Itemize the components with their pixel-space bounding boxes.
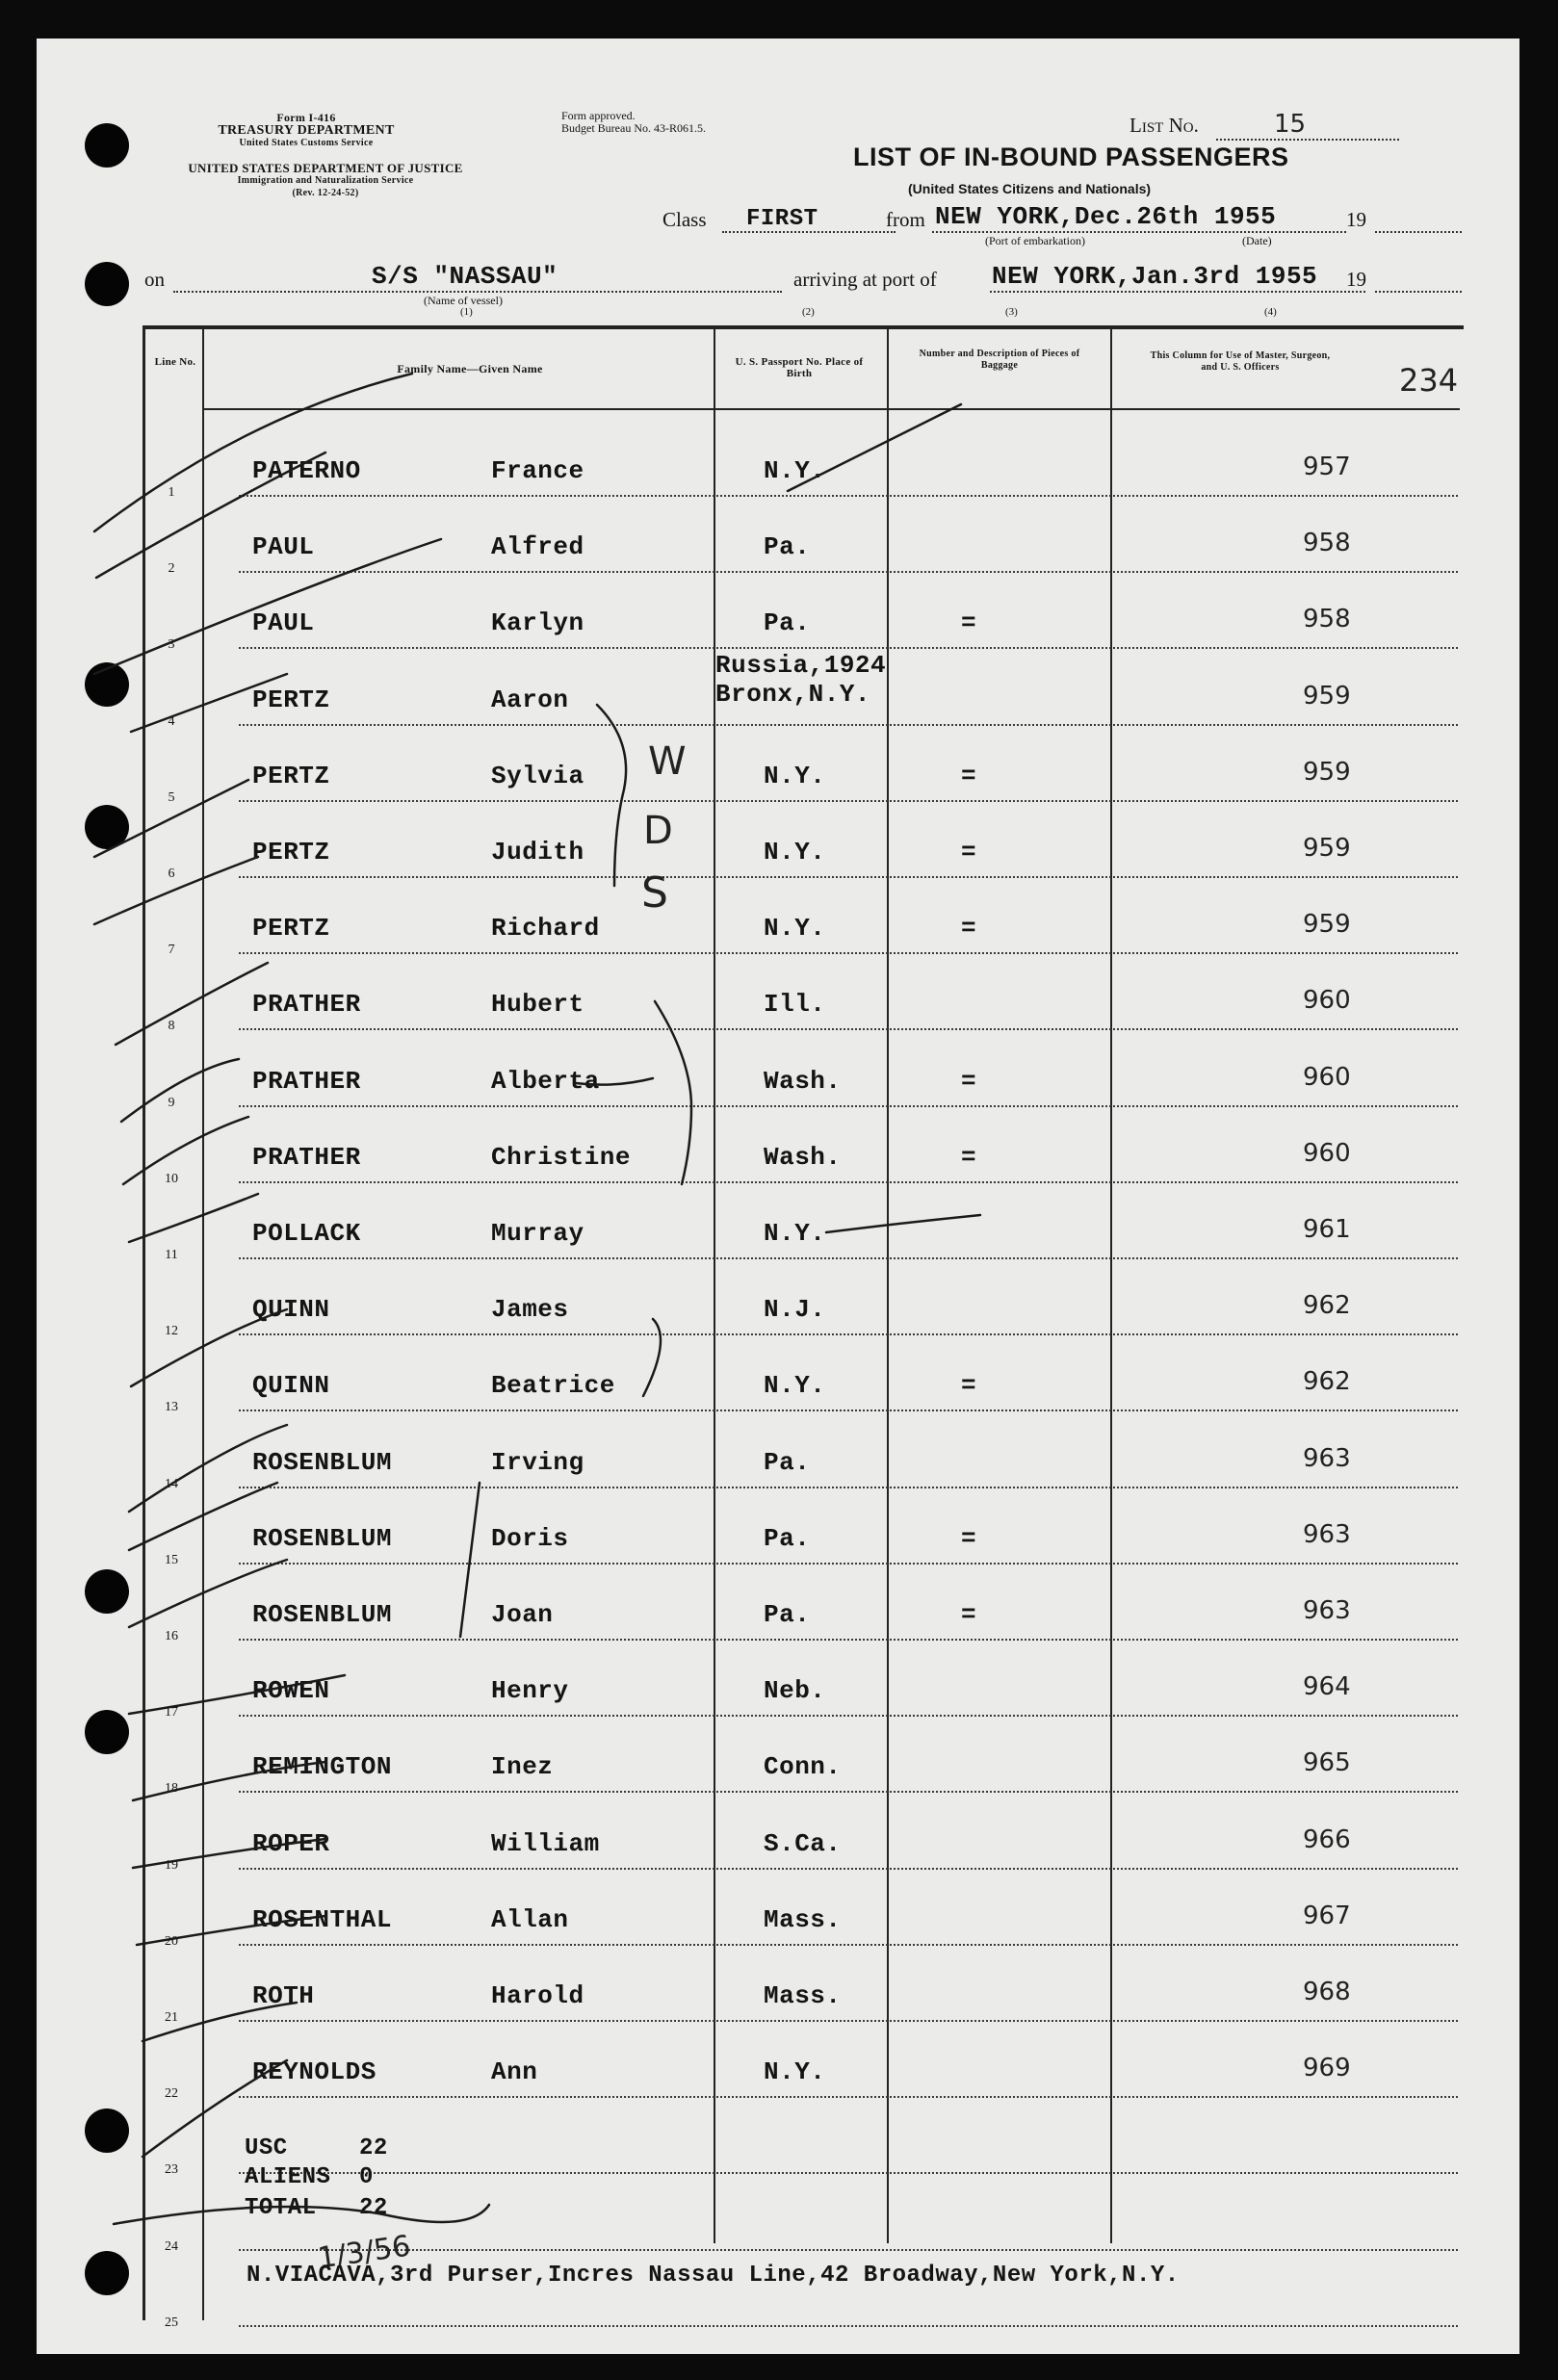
family-name: PERTZ: [252, 685, 330, 714]
officer-number: 959: [1303, 681, 1351, 711]
check-stroke: [131, 674, 287, 732]
family-name: QUINN: [252, 1371, 330, 1401]
header-officers: This Column for Use of Master, Surgeon, and U. S. Officers: [1150, 350, 1331, 373]
justice-dept: UNITED STATES DEPARTMENT OF JUSTICE: [188, 161, 463, 175]
officer-number: 961: [1303, 1215, 1351, 1244]
check-stroke: [129, 1425, 287, 1512]
officer-number: 959: [1303, 757, 1351, 787]
place-of-birth: Russia,1924: [715, 650, 887, 680]
family-name: ROTH: [252, 1981, 315, 2010]
officer-number: 962: [1303, 1367, 1351, 1397]
officer-number: 969: [1303, 2054, 1351, 2083]
officer-number: 965: [1303, 1748, 1351, 1778]
officer-number: 960: [1303, 1138, 1351, 1168]
page-number: 234: [1399, 362, 1459, 399]
place-of-birth: N.Y.: [764, 838, 826, 867]
given-name: Joan: [491, 1600, 554, 1629]
line-number: 21: [165, 2010, 178, 2025]
line-number: 8: [168, 1019, 175, 1034]
given-name: Inez: [491, 1752, 554, 1782]
place-of-birth: Pa.: [764, 1523, 811, 1553]
page-title: LIST OF IN-BOUND PASSENGERS: [853, 142, 1289, 171]
line-number: 24: [165, 2238, 178, 2254]
officer-number: 966: [1303, 1824, 1351, 1854]
place-of-birth: S.Ca.: [764, 1828, 842, 1858]
baggage-mark: =: [961, 1600, 977, 1629]
officer-number: 963: [1303, 1443, 1351, 1473]
place-of-birth: Pa.: [764, 1447, 811, 1477]
line-number: 7: [168, 943, 175, 958]
place-of-birth: N.Y.: [764, 914, 826, 944]
check-stroke: [131, 1309, 287, 1386]
line-number: 20: [165, 1933, 178, 1949]
officer-number: 957: [1303, 453, 1351, 481]
treasury-dept: TREASURY DEPARTMENT: [218, 123, 395, 138]
line-number: 16: [165, 1629, 178, 1643]
officer-number: 968: [1303, 1978, 1351, 2006]
line-number: 15: [165, 1552, 178, 1567]
header-line-no: Line No.: [154, 356, 196, 368]
family-name: PAUL: [252, 608, 315, 638]
check-stroke: [137, 1916, 325, 1945]
check-stroke: [788, 404, 961, 491]
officer-number: 963: [1303, 1596, 1351, 1625]
given-name: James: [491, 1295, 569, 1325]
from-year-prefix: 19: [1346, 208, 1366, 231]
family-name: QUINN: [252, 1295, 330, 1325]
check-stroke: [94, 539, 441, 674]
place-of-birth: N.Y.: [764, 456, 826, 485]
date-stamp: 1/3/56: [316, 2229, 413, 2276]
given-name: Allan: [491, 1904, 569, 1934]
family-name: PRATHER: [252, 1142, 361, 1172]
baggage-mark: =: [961, 1142, 977, 1172]
manifest-page: [37, 39, 1519, 2354]
total-label: TOTAL: [245, 2195, 317, 2221]
place-of-birth: Mass.: [764, 1981, 842, 2010]
total-value: 22: [359, 2195, 388, 2221]
line-number: 25: [165, 2315, 178, 2330]
aliens-value: 0: [359, 2164, 374, 2190]
line-number: 18: [165, 1781, 178, 1797]
family-name: REMINGTON: [252, 1752, 392, 1782]
place-of-birth: N.J.: [764, 1295, 826, 1325]
name-correction-stroke: [576, 1078, 653, 1085]
check-stroke: [129, 1560, 287, 1627]
family-name: ROSENTHAL: [252, 1904, 392, 1934]
officer-number: 958: [1303, 605, 1351, 634]
col-number-3: (3): [1005, 306, 1018, 318]
form-number: Form I-416: [276, 111, 336, 124]
place-of-birth-line2: Bronx,N.Y.: [715, 679, 871, 709]
ins-service: Immigration and Naturalization Service: [237, 175, 414, 186]
form-approved: Form approved.: [561, 109, 636, 122]
check-stroke: [121, 1059, 239, 1122]
place-of-birth: N.Y.: [764, 1371, 826, 1401]
family-name: PERTZ: [252, 838, 330, 867]
family-name: PERTZ: [252, 914, 330, 944]
place-of-birth: Mass.: [764, 1904, 842, 1934]
check-stroke: [129, 1675, 345, 1714]
given-name: Beatrice: [491, 1371, 615, 1401]
place-of-birth: Wash.: [764, 1066, 842, 1096]
check-stroke: [129, 1483, 277, 1550]
bracket-stroke: [655, 1001, 691, 1184]
aliens-label: ALIENS: [245, 2164, 331, 2190]
family-mark-w: W: [648, 739, 687, 784]
line-number: 22: [165, 2086, 178, 2102]
line-number: 10: [165, 1171, 178, 1186]
check-stroke: [133, 1762, 325, 1800]
budget-bureau: Budget Bureau No. 43-R061.5.: [561, 121, 706, 135]
baggage-mark: =: [961, 1371, 977, 1401]
line-number: 3: [168, 637, 175, 653]
officer-number: 958: [1303, 529, 1351, 558]
baggage-mark: =: [961, 1066, 977, 1096]
line-number: 9: [168, 1095, 175, 1110]
family-name: ROWEN: [252, 1676, 330, 1706]
given-name: Irving: [491, 1447, 584, 1477]
form-revision: (Rev. 12-24-52): [292, 188, 359, 198]
officer-number: 959: [1303, 910, 1351, 940]
customs-service: United States Customs Service: [239, 138, 374, 148]
line-number: 5: [168, 789, 175, 805]
family-mark-s: S: [641, 868, 668, 918]
officer-number: 959: [1303, 834, 1351, 863]
family-name: PERTZ: [252, 761, 330, 790]
officer-number: 960: [1303, 1062, 1351, 1092]
port-embark-caption: (Port of embarkation): [985, 234, 1085, 247]
purser-signature-line: N.VIACAVA,3rd Purser,Incres Nassau Line,42 Broadway,New York,N.Y.: [247, 2263, 1180, 2289]
family-name: ROSENBLUM: [252, 1447, 392, 1477]
check-stroke: [94, 374, 412, 531]
line-number: 17: [165, 1705, 178, 1720]
check-stroke: [94, 857, 258, 924]
line-number: 1: [168, 485, 175, 500]
given-name: Richard: [491, 914, 600, 944]
class-label: Class: [662, 208, 707, 231]
family-name: ROSENBLUM: [252, 1523, 392, 1553]
bracket-stroke: [643, 1319, 661, 1396]
given-name: William: [491, 1828, 600, 1858]
place-of-birth: N.Y.: [764, 2057, 826, 2087]
family-name: ROPER: [252, 1828, 330, 1858]
from-value: NEW YORK,Dec.26th 1955: [935, 202, 1277, 231]
family-name: POLLACK: [252, 1219, 361, 1248]
check-marks: [37, 39, 1519, 2354]
vessel-caption: (Name of vessel): [424, 294, 503, 307]
given-name: Ann: [491, 2057, 538, 2087]
place-of-birth: Pa.: [764, 1600, 811, 1629]
family-name: PAUL: [252, 532, 315, 562]
baggage-mark: =: [961, 1523, 977, 1553]
arriving-year-prefix: 19: [1346, 268, 1366, 291]
given-name: Sylvia: [491, 761, 584, 790]
line-number: 4: [168, 713, 175, 729]
given-name: France: [491, 456, 584, 485]
place-of-birth: Wash.: [764, 1142, 842, 1172]
given-name: Murray: [491, 1219, 584, 1248]
check-stroke: [143, 2003, 297, 2041]
family-name: ROSENBLUM: [252, 1600, 392, 1629]
header-name: Family Name—Given Name: [397, 362, 543, 375]
line-number: 19: [165, 1857, 178, 1873]
col-number-2: (2): [802, 306, 815, 318]
family-name: REYNOLDS: [252, 2057, 377, 2087]
place-of-birth: Ill.: [764, 990, 826, 1020]
check-stroke: [123, 1117, 248, 1184]
officer-number: 962: [1303, 1291, 1351, 1321]
officer-number: 964: [1303, 1672, 1351, 1702]
given-name: Karlyn: [491, 608, 584, 638]
check-stroke: [116, 963, 268, 1045]
usc-label: USC: [245, 2135, 288, 2161]
family-name: PRATHER: [252, 1066, 361, 1096]
officer-number: 963: [1303, 1519, 1351, 1549]
check-stroke: [133, 1839, 325, 1868]
header-baggage: Number and Description of Pieces of Baggage: [919, 349, 1080, 371]
given-name: Alfred: [491, 532, 584, 562]
line-number: 6: [168, 867, 175, 881]
check-stroke: [129, 1194, 258, 1242]
from-label: from: [886, 208, 925, 231]
baggage-mark: =: [961, 914, 977, 944]
col-number-4: (4): [1264, 306, 1277, 318]
officer-number: 967: [1303, 1901, 1351, 1930]
family-name: PRATHER: [252, 990, 361, 1020]
header-passport: U. S. Passport No. Place of Birth: [735, 356, 864, 379]
check-stroke: [826, 1215, 980, 1232]
line-number: 14: [165, 1476, 178, 1491]
line-number: 23: [165, 2162, 178, 2178]
given-name: Alberta: [491, 1066, 600, 1096]
line-number: 13: [165, 1400, 178, 1415]
page-subtitle: (United States Citizens and Nationals): [908, 181, 1152, 196]
officer-number: 960: [1303, 986, 1351, 1016]
check-stroke: [94, 780, 248, 857]
arriving-label: arriving at port of: [793, 268, 937, 291]
baggage-mark: =: [961, 761, 977, 790]
place-of-birth: Conn.: [764, 1752, 842, 1782]
baggage-mark: =: [961, 608, 977, 638]
list-no-label: List No.: [1130, 114, 1199, 137]
line-number: 11: [165, 1248, 178, 1262]
place-of-birth: Neb.: [764, 1676, 826, 1706]
check-stroke: [143, 2060, 287, 2157]
class-value: FIRST: [746, 206, 818, 232]
arriving-value: NEW YORK,Jan.3rd 1955: [992, 262, 1318, 291]
given-name: Doris: [491, 1523, 569, 1553]
place-of-birth: Pa.: [764, 532, 811, 562]
given-name: Henry: [491, 1676, 569, 1706]
line-number: 2: [168, 561, 175, 577]
given-name: Judith: [491, 838, 584, 867]
given-name: Christine: [491, 1142, 631, 1172]
check-stroke: [96, 453, 325, 578]
baggage-mark: =: [961, 838, 977, 867]
on-label: on: [144, 268, 165, 291]
place-of-birth: N.Y.: [764, 761, 826, 790]
family-name: PATERNO: [252, 456, 361, 485]
given-name: Aaron: [491, 685, 569, 714]
line-number: 12: [165, 1324, 178, 1339]
bracket-stroke: [460, 1483, 480, 1637]
vessel-name: S/S "NASSAU": [372, 262, 558, 291]
list-no-value: 15: [1274, 110, 1307, 139]
place-of-birth: Pa.: [764, 608, 811, 638]
bracket-stroke: [597, 705, 626, 886]
family-mark-d: D: [643, 809, 673, 853]
col-number-1: (1): [460, 306, 473, 318]
usc-value: 22: [359, 2135, 388, 2161]
given-name: Harold: [491, 1981, 584, 2010]
given-name: Hubert: [491, 990, 584, 1020]
place-of-birth: N.Y.: [764, 1219, 826, 1248]
date-caption: (Date): [1242, 234, 1272, 247]
signature-stroke: [114, 2205, 489, 2224]
